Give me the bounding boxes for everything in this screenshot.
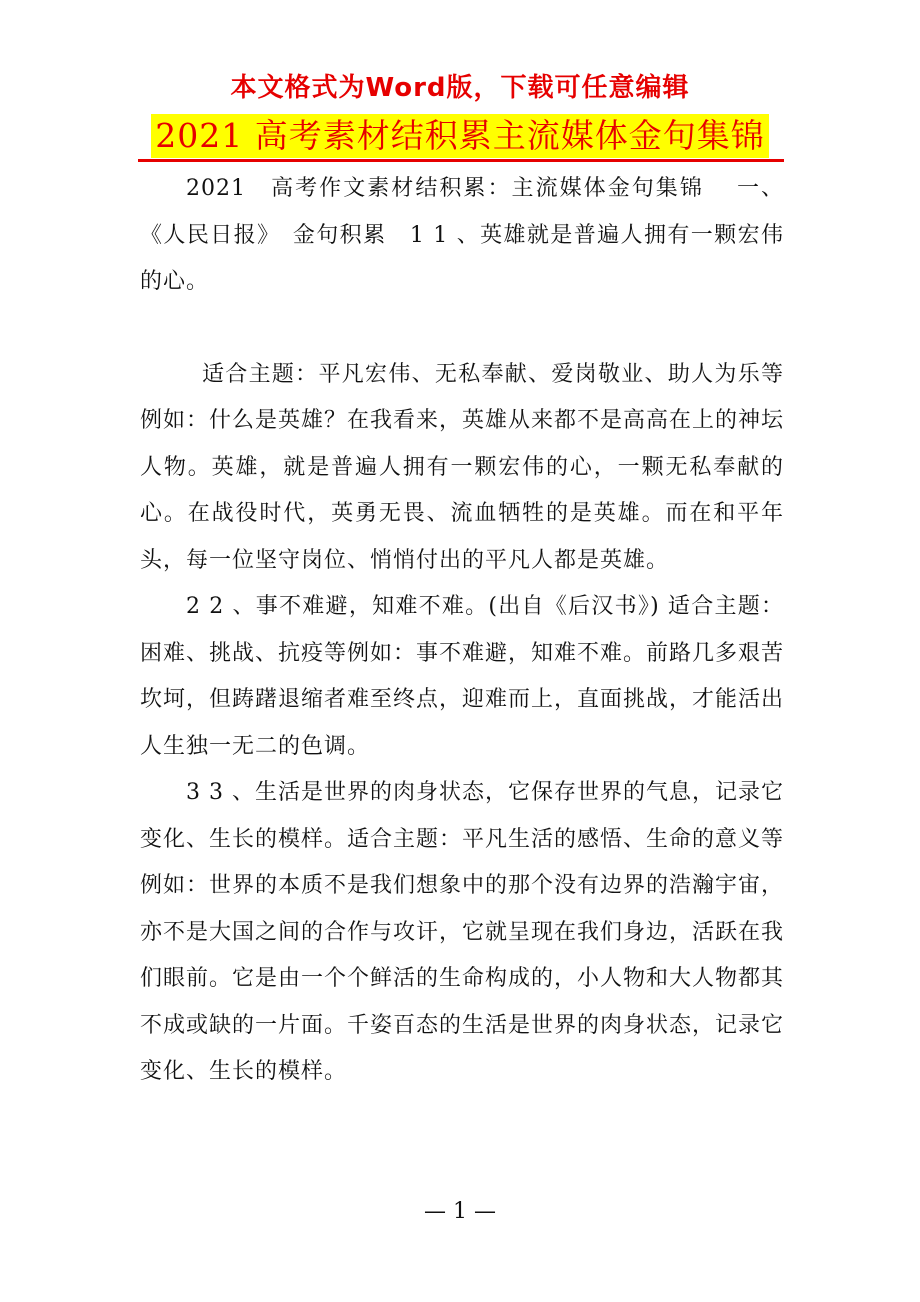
- paragraph-intro: 2021 高考作文素材结积累：主流媒体金句集锦 一、《人民日报》 金句积累 1 1 、英雄就是普遍人拥有一颗宏伟的心。: [140, 176, 784, 294]
- download-notice: 本文格式为Word版，下载可任意编辑: [230, 73, 690, 103]
- title-container: [0, 114, 920, 158]
- page-number: — 1 —: [424, 1199, 496, 1224]
- title-divider: [138, 159, 784, 162]
- document-body: [140, 166, 784, 1096]
- paragraph-quote-3: 3 3 、生活是世界的肉身状态，它保存世界的气息，记录它变化、生长的模样。适合主题：平凡生活的感悟、生命的意义等例如：世界的本质不是我们想象中的那个没有边界的浩瀚宇宙，亦不是大国之间的合作与攻讦，它就呈现在我们身边，活跃在我们眼前。它是由一个个鲜活的生命构成的，小人物和大人物都其不成或缺的一片面。千姿百态的生活是世界的肉身状态，记录它变化、生长的模样。: [140, 780, 785, 1084]
- paragraph-quote-2: 2 2 、事不难避，知难不难。(出自《后汉书》) 适合主题：困难、挑战、抗疫等例如：事不难避，知难不难。前路几多艰苦坎坷，但踌躇退缩者难至终点，迎难而上，直面挑战，才能活出人生独一无二的色调。: [140, 594, 785, 759]
- paragraph-theme-1: 适合主题：平凡宏伟、无私奉献、爱岗敬业、助人为乐等例如：什么是英雄？在我看来，英雄从来都不是高高在上的神坛人物。英雄，就是普遍人拥有一颗宏伟的心，一颗无私奉献的心。在战役时代，英勇无畏、流血牺牲的是英雄。而在和平年头，每一位坚守岗位、悄悄付出的平凡人都是英雄。: [140, 361, 785, 573]
- document-title: 2021 高考素材结积累主流媒体金句集锦: [151, 114, 768, 158]
